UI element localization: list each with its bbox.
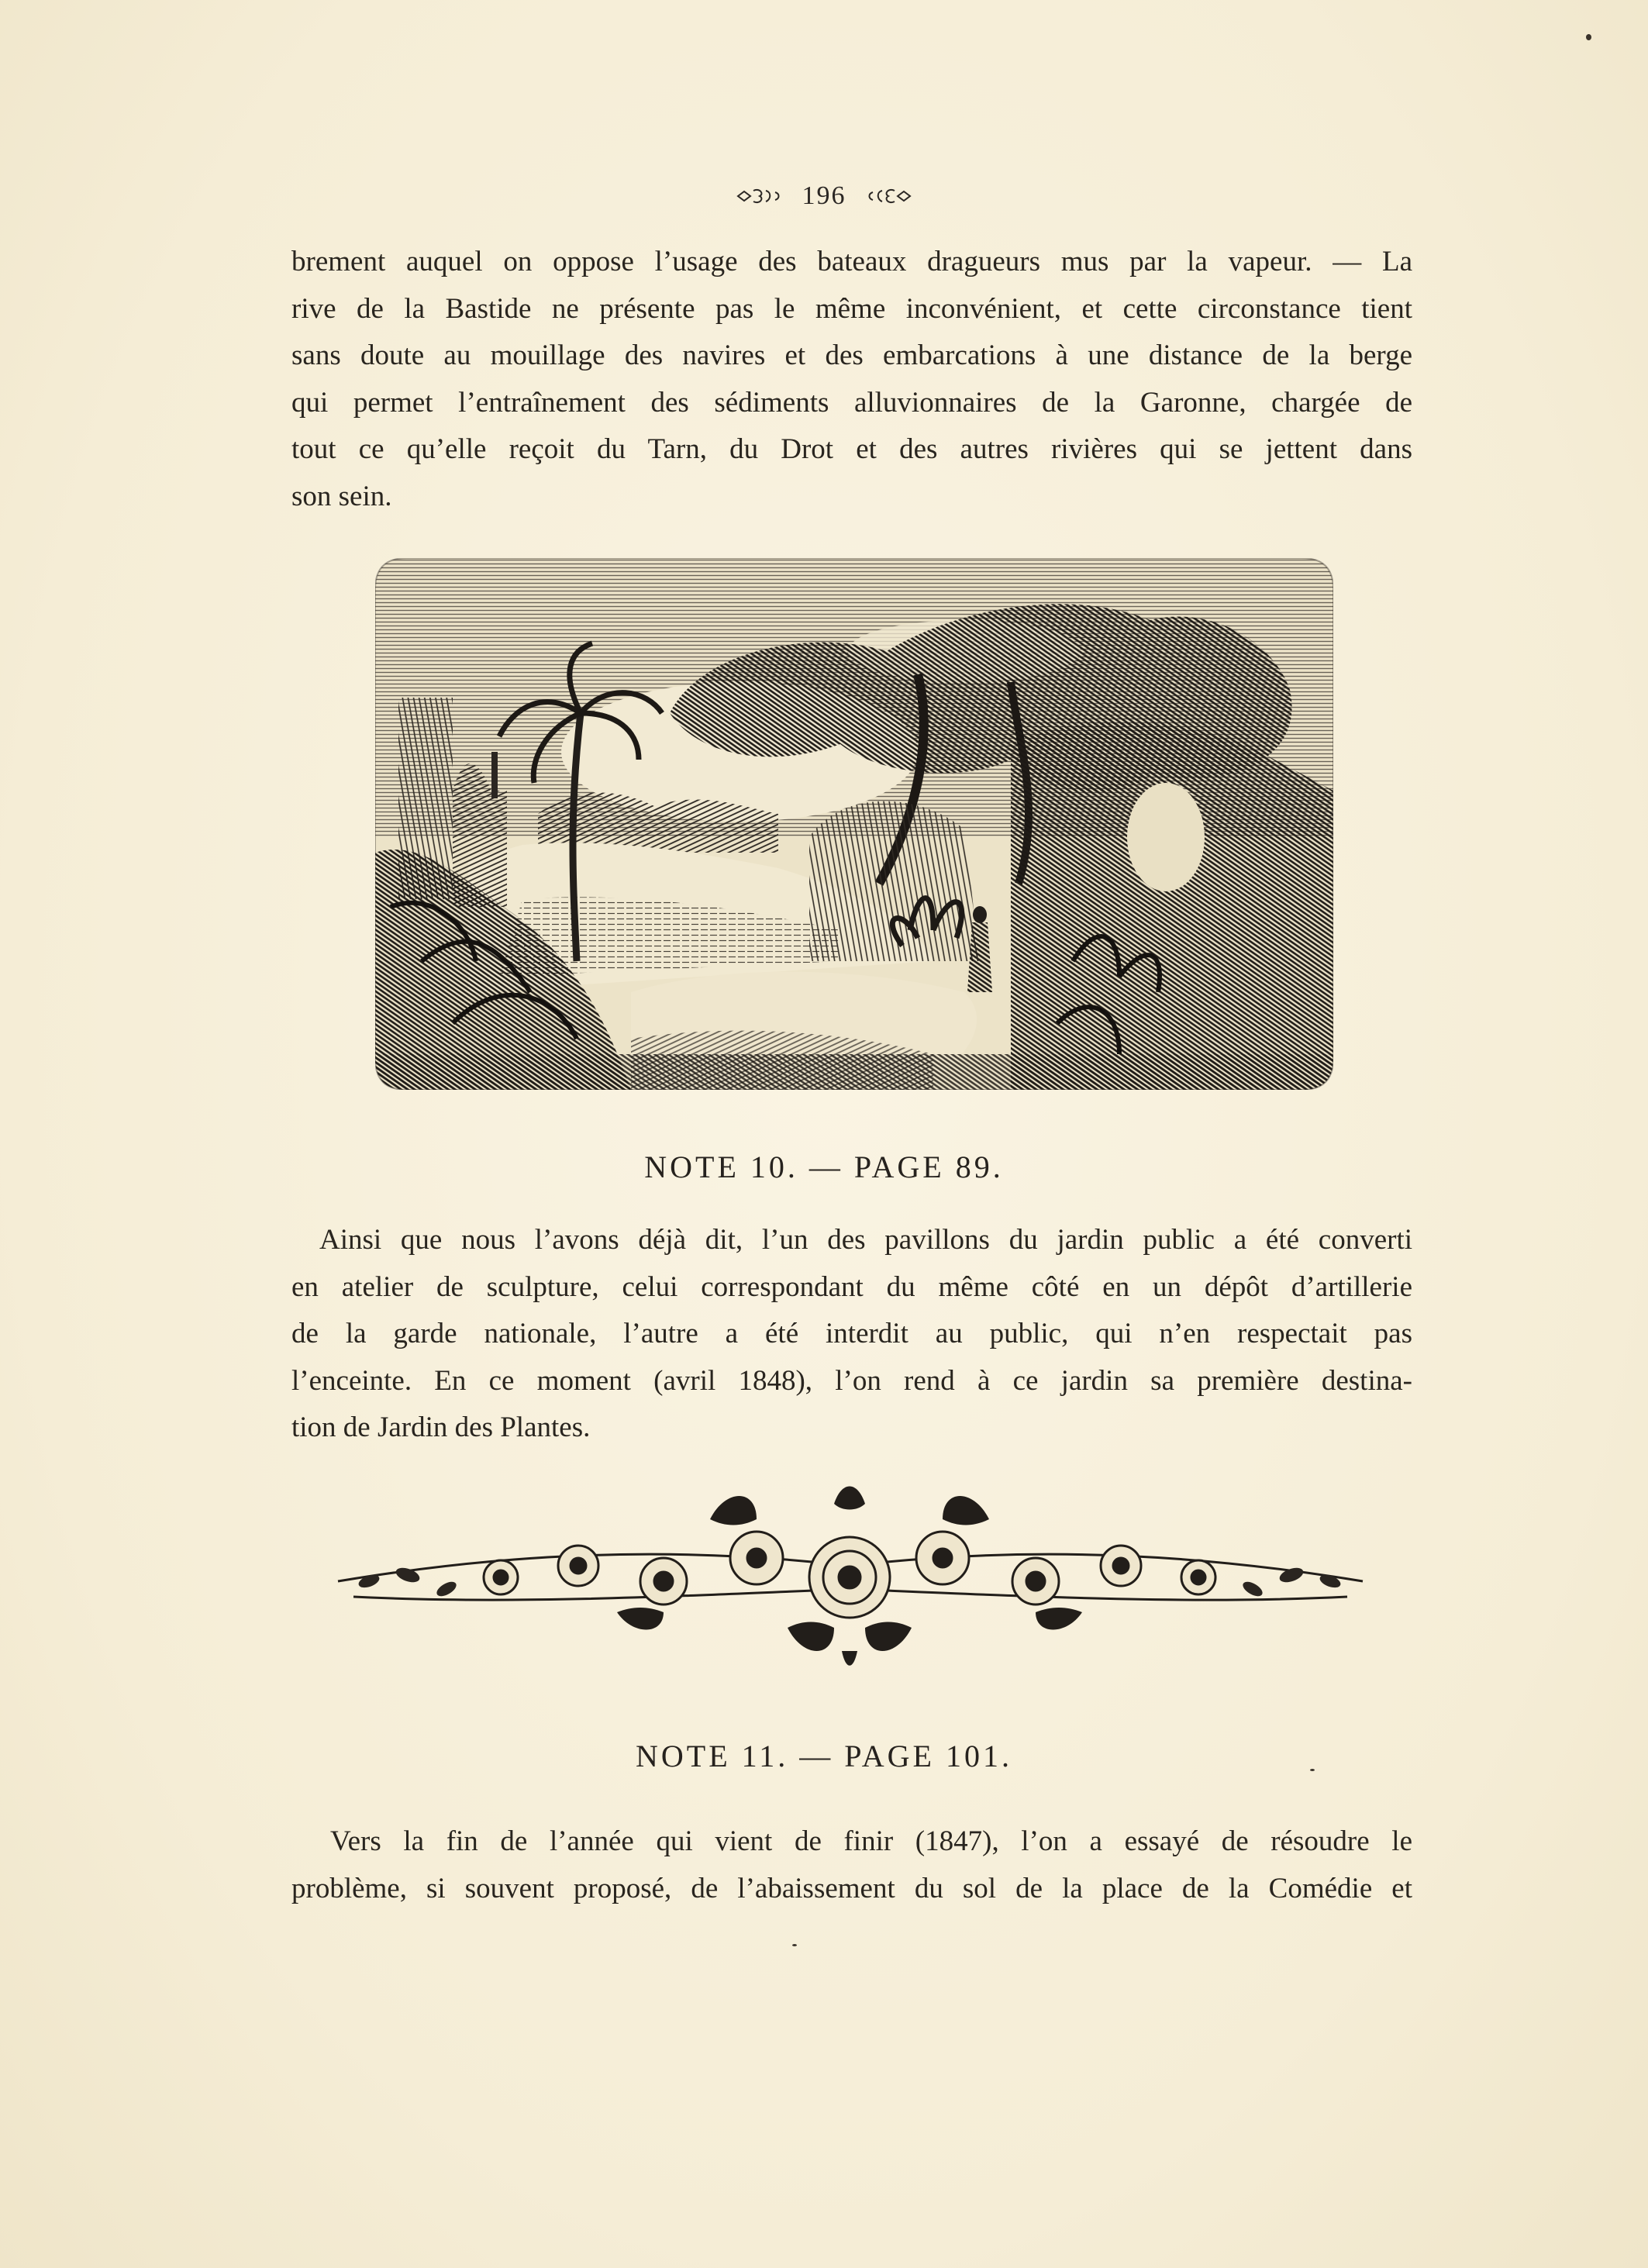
note-10-title: NOTE 10. — PAGE 89. bbox=[644, 1150, 1004, 1184]
ink-speck bbox=[1310, 1769, 1315, 1771]
text-line: rive de la Bastide ne présente pas le même inconvénient, et cette circonstance tient bbox=[291, 292, 1412, 325]
floral-garland-ornament bbox=[322, 1473, 1378, 1682]
note-11-paragraph bbox=[291, 1818, 1412, 1912]
text-line: tion de Jardin des Plantes. bbox=[291, 1411, 591, 1443]
text-line: son sein. bbox=[291, 480, 392, 512]
text-line: de la garde nationale, l’autre a été interdit au public, qui n’en respectait pas bbox=[291, 1318, 1412, 1349]
text-line: en atelier de sculpture, celui correspondant du même côté en un dépôt d’artillerie bbox=[291, 1270, 1412, 1303]
text-line: tout ce qu’elle reçoit du Tarn, du Drot et des autres rivières qui se jettent dans bbox=[291, 433, 1412, 465]
note-10-paragraph bbox=[291, 1217, 1412, 1452]
text-line: brement auquel on oppose l’usage des bateaux dragueurs mus par la vapeur. — La bbox=[291, 246, 1412, 277]
ink-speck bbox=[792, 1944, 797, 1946]
note-11-title: NOTE 11. — PAGE 101. bbox=[636, 1739, 1012, 1773]
continuation-paragraph bbox=[291, 239, 1412, 520]
text-line: Vers la fin de l’année qui vient de finir (1847), l’on a essayé de résoudre le bbox=[330, 1825, 1412, 1857]
text-line: problème, si souvent proposé, de l’abaissement du sol de la place de la Comédie et bbox=[291, 1872, 1412, 1904]
text-line: l’enceinte. En ce moment (avril 1848), l’on rend à ce jardin sa première destina- bbox=[291, 1364, 1412, 1397]
text-line: qui permet l’entraînement des sédiments alluvionnaires de la Garonne, chargée de bbox=[291, 386, 1412, 419]
text-line: Ainsi que nous l’avons déjà dit, l’un des pavillons du jardin public a été converti bbox=[319, 1224, 1412, 1256]
text-line: sans doute au mouillage des navires et des embarcations à une distance de la berge bbox=[291, 340, 1412, 371]
left-ornament-icon bbox=[736, 186, 783, 206]
page-header bbox=[0, 180, 1648, 211]
landscape-engraving bbox=[375, 558, 1333, 1090]
page-number: 196 bbox=[802, 181, 846, 211]
right-ornament-icon bbox=[865, 186, 912, 206]
ink-speck bbox=[1586, 34, 1591, 40]
